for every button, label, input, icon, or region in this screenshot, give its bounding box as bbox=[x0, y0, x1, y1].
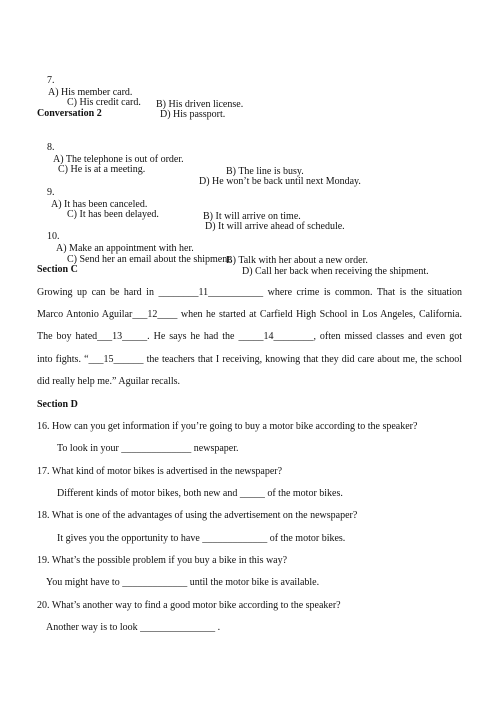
option-8d: D) He won’t be back until next Monday. bbox=[199, 176, 361, 187]
option-9c: C) It has been delayed. bbox=[67, 209, 159, 220]
section-c-heading: Section C bbox=[37, 264, 78, 275]
section-c-line-2: Marco Antonio Aguilar___12____ when he started at Carfield High School in Los Angeles, California. bbox=[37, 309, 462, 320]
question-10-number: 10. bbox=[47, 231, 60, 242]
option-10a: A) Make an appointment with her. bbox=[56, 243, 194, 254]
section-c-line-5: did really help me.” Aguilar recalls. bbox=[37, 376, 181, 387]
option-9d: D) It will arrive ahead of schedule. bbox=[205, 221, 345, 232]
answer-16: To look in your ______________ newspaper. bbox=[57, 443, 239, 454]
question-20: 20. What’s another way to find a good motor bike according to the speaker? bbox=[37, 600, 341, 611]
section-c-line-3: The boy hated___13_____. He says he had the _____14________, often missed classes and even got bbox=[37, 331, 462, 342]
option-10b: B) Talk with her about a new order. bbox=[226, 255, 368, 266]
question-7-number: 7. bbox=[47, 75, 55, 86]
question-9-number: 9. bbox=[47, 187, 55, 198]
question-8-number: 8. bbox=[47, 142, 55, 153]
option-8b: B) The line is busy. bbox=[226, 166, 304, 177]
option-7b: B) His driven license. bbox=[156, 99, 244, 110]
section-c-line-4: into fights. “___15______ the teachers that I receiving, knowing that they did care about me, the school bbox=[37, 354, 462, 365]
question-16: 16. How can you get information if you’re going to buy a motor bike according to the speaker? bbox=[37, 421, 418, 432]
answer-17: Different kinds of motor bikes, both new and _____ of the motor bikes. bbox=[57, 488, 343, 499]
option-7d: D) His passport. bbox=[160, 109, 226, 120]
answer-18: It gives you the opportunity to have _____________ of the motor bikes. bbox=[57, 533, 346, 544]
section-c-line-1: Growing up can be hard in ________11___________ where crime is common. That is the situation bbox=[37, 287, 462, 298]
answer-20: Another way is to look _______________ . bbox=[46, 622, 221, 633]
option-7a: A) His member card. bbox=[48, 87, 133, 98]
option-8c: C) He is at a meeting. bbox=[58, 164, 146, 175]
conversation-2-heading: Conversation 2 bbox=[37, 108, 102, 119]
option-9a: A) It has been canceled. bbox=[51, 199, 148, 210]
answer-19: You might have to _____________ until the motor bike is available. bbox=[46, 577, 320, 588]
option-9b: B) It will arrive on time. bbox=[203, 211, 301, 222]
question-19: 19. What’s the possible problem if you buy a bike in this way? bbox=[37, 555, 288, 566]
option-10c: C) Send her an email about the shipment. bbox=[67, 254, 233, 265]
option-8a: A) The telephone is out of order. bbox=[53, 154, 184, 165]
question-17: 17. What kind of motor bikes is advertised in the newspaper? bbox=[37, 466, 283, 477]
section-d-heading: Section D bbox=[37, 399, 78, 410]
option-7c: C) His credit card. bbox=[67, 97, 141, 108]
option-10d: D) Call her back when receiving the shipment. bbox=[242, 266, 429, 277]
question-18: 18. What is one of the advantages of using the advertisement on the newspaper? bbox=[37, 510, 358, 521]
